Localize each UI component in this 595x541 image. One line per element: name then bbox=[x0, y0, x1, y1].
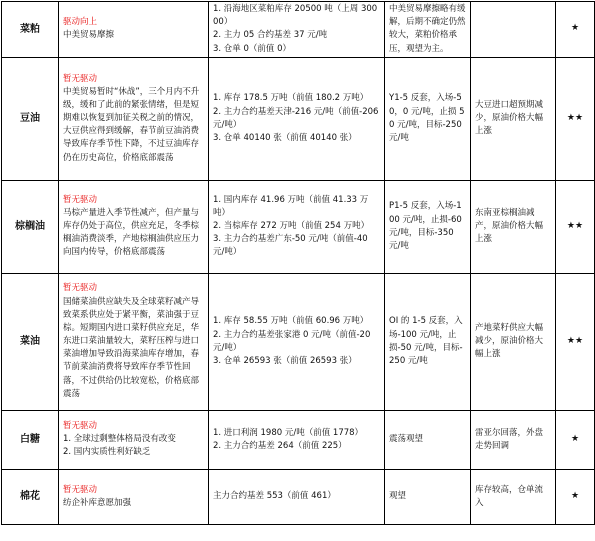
fundamentals-cell bbox=[209, 410, 385, 469]
rating-stars: ★★ bbox=[566, 220, 584, 231]
fundamentals-cell bbox=[209, 2, 385, 58]
table-row bbox=[2, 2, 595, 58]
driver-text: 马棕产量进入季节性减产，但产量与库存仍处于高位，供应充足，冬季棕榈油消费淡季，产地棕榈油供应压力向国内传导，价格底部震荡 bbox=[63, 207, 200, 258]
fund-text: 2. 主力合约基差天津-216 元/吨（前值-206 元/吨） bbox=[213, 106, 379, 130]
risk-text: 东南亚棕榈油减产，原油价格大幅上涨 bbox=[475, 207, 544, 245]
fund-text: 2. 当棕库存 272 万吨（前值 254 万吨） bbox=[213, 221, 370, 232]
fund-text: 1. 沿海地区菜粕库存 20500 吨（上周 30000） bbox=[213, 4, 378, 28]
risk-cell bbox=[471, 410, 556, 469]
driver-text: 国储菜油供应缺失及全球菜籽减产导致菜系供应处于紧平衡，菜油强于豆棕。短期国内进口菜籽供应充足，华东进口菜油量较大，菜籽压榨与进口菜油增加导致沿海菜油库存增加，春节前菜油消费将导致库存季节性回落，不过供给仍比较宽松，价格底部震荡 bbox=[63, 296, 200, 399]
commodity-name: 菜油 bbox=[20, 335, 40, 347]
risk-text: 大豆进口超预期减少，原油价格大幅上涨 bbox=[475, 99, 544, 137]
driver-cell bbox=[59, 180, 209, 273]
fund-text: 1. 进口利润 1980 元/吨（前值 1778） bbox=[213, 427, 364, 438]
rating-cell bbox=[556, 469, 595, 524]
strategy-text: Y1-5 反套，入场-50，0 元/吨，止损 50 元/吨，目标-250 元/吨 bbox=[389, 93, 465, 143]
driver-label: 暂无驱动 bbox=[63, 420, 98, 431]
fundamentals-cell bbox=[209, 469, 385, 524]
risk-cell bbox=[471, 469, 556, 524]
table-row bbox=[2, 410, 595, 469]
driver-text: 纺企补库意愿加强 bbox=[63, 497, 132, 508]
fund-text: 1. 国内库存 41.96 万吨（前值 41.33 万吨） bbox=[213, 194, 369, 218]
table-row bbox=[2, 273, 595, 410]
strategy-cell bbox=[385, 469, 471, 524]
rating-stars: ★★ bbox=[566, 335, 584, 346]
table-row bbox=[2, 180, 595, 273]
risk-text: 雷亚尔回落，外盘走势回调 bbox=[475, 427, 544, 451]
risk-cell bbox=[471, 2, 556, 58]
rating-stars: ★ bbox=[570, 23, 580, 34]
table-row bbox=[2, 469, 595, 524]
commodity-name: 豆油 bbox=[20, 112, 40, 124]
driver-label: 暂无驱动 bbox=[63, 484, 98, 495]
rating-cell bbox=[556, 273, 595, 410]
strategy-text: OI 的 1-5 反套，入场-100 元/吨，止损-50 元/吨，目标-250 元/吨 bbox=[389, 316, 463, 366]
risk-cell bbox=[471, 180, 556, 273]
risk-text: 产地菜籽供应大幅减少，原油价格大幅上涨 bbox=[475, 322, 544, 360]
driver-text: 1. 全球过剩整体格局没有改变 bbox=[63, 434, 176, 445]
fund-text: 2. 主力 05 合约基差 37 元/吨 bbox=[213, 30, 328, 41]
driver-text: 中美贸易暂时“休战”，三个月内不升级，缓和了此前的紧张情绪，但是短期难以恢复到加征关税之前的情况，大豆供应得到缓解，春节前豆油消费导致库存季节性下降，不过豆油库存仍在历史高位，价格底部震荡 bbox=[63, 86, 200, 163]
strategy-text: 观望 bbox=[389, 491, 407, 502]
strategy-cell bbox=[385, 180, 471, 273]
strategy-text: 中美贸易摩擦略有缓解，后期不确定仍然较大，菜粕价格承压，观望为主。 bbox=[389, 4, 466, 54]
commodity-name: 菜粕 bbox=[20, 23, 40, 35]
risk-cell bbox=[471, 57, 556, 180]
strategy-text: 震荡观望 bbox=[389, 434, 424, 445]
strategy-cell bbox=[385, 57, 471, 180]
fundamentals-cell bbox=[209, 273, 385, 410]
strategy-cell bbox=[385, 273, 471, 410]
fundamentals-cell bbox=[209, 57, 385, 180]
commodity-name-cell bbox=[2, 57, 59, 180]
fund-text: 3. 仓单 0（前值 0） bbox=[213, 43, 292, 54]
fund-text: 3. 仓单 40140 张（前值 40140 张） bbox=[213, 132, 357, 143]
risk-cell bbox=[471, 273, 556, 410]
commodity-name: 棉花 bbox=[20, 490, 40, 502]
fund-text: 2. 主力合约基差 264（前值 225） bbox=[213, 440, 347, 451]
rating-stars: ★★ bbox=[566, 112, 584, 123]
rating-stars: ★ bbox=[570, 433, 580, 444]
strategy-text: P1-5 反套，入场-100 元/吨，止损-60 元/吨，目标-350 元/吨 bbox=[389, 201, 462, 251]
rating-cell bbox=[556, 2, 595, 58]
commodity-name-cell bbox=[2, 273, 59, 410]
rating-stars: ★ bbox=[570, 490, 580, 501]
commodity-name-cell bbox=[2, 180, 59, 273]
commodity-name: 白糖 bbox=[20, 433, 40, 445]
fundamentals-cell bbox=[209, 180, 385, 273]
driver-label: 暂无驱动 bbox=[63, 283, 98, 294]
strategy-cell bbox=[385, 410, 471, 469]
driver-text: 中美贸易摩擦 bbox=[63, 30, 115, 41]
risk-text: 库存较高，仓单流入 bbox=[475, 484, 544, 508]
commodity-name-cell bbox=[2, 469, 59, 524]
fund-text: 主力合约基差 553（前值 461） bbox=[213, 491, 336, 502]
rating-cell bbox=[556, 410, 595, 469]
driver-cell bbox=[59, 469, 209, 524]
strategy-cell bbox=[385, 2, 471, 58]
fund-text: 1. 库存 58.55 万吨（前值 60.96 万吨） bbox=[213, 316, 369, 327]
driver-cell bbox=[59, 410, 209, 469]
driver-text: 2. 国内实质性利好缺乏 bbox=[63, 447, 151, 458]
driver-cell bbox=[59, 57, 209, 180]
commodity-name: 棕榈油 bbox=[15, 220, 45, 232]
rating-cell bbox=[556, 180, 595, 273]
table-row bbox=[2, 57, 595, 180]
driver-label: 暂无驱动 bbox=[63, 73, 98, 84]
fund-text: 1. 库存 178.5 万吨（前值 180.2 万吨） bbox=[213, 93, 369, 104]
rating-cell bbox=[556, 57, 595, 180]
commodity-name-cell bbox=[2, 2, 59, 58]
fund-text: 2. 主力合约基差张家港 0 元/吨（前值-20 元/吨） bbox=[213, 329, 371, 353]
fund-text: 3. 仓单 26593 张（前值 26593 张） bbox=[213, 355, 357, 366]
driver-cell bbox=[59, 2, 209, 58]
commodity-name-cell bbox=[2, 410, 59, 469]
driver-label: 暂无驱动 bbox=[63, 194, 98, 205]
fund-text: 3. 主力合约基差广东-50 元/吨（前值-40 元/吨） bbox=[213, 234, 368, 258]
driver-cell bbox=[59, 273, 209, 410]
commodity-table bbox=[1, 1, 595, 525]
driver-label: 驱动向上 bbox=[63, 17, 98, 28]
